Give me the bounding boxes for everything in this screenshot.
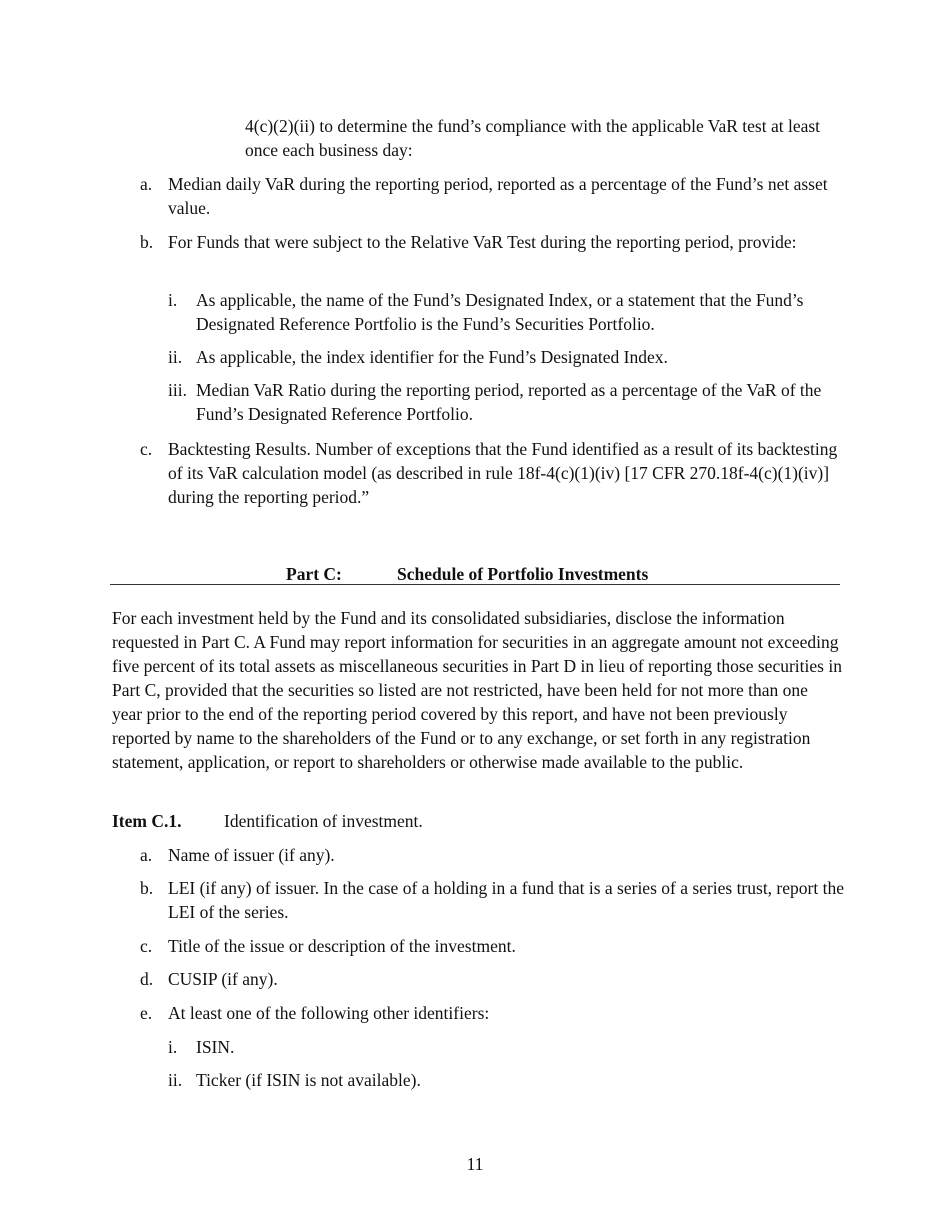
list-item	[140, 437, 845, 509]
sub-list-item	[168, 288, 845, 336]
sub-list-marker: i.	[168, 1037, 178, 1057]
list-marker: b.	[140, 232, 154, 252]
list-marker: a.	[140, 845, 153, 865]
list-marker: c.	[140, 936, 153, 956]
list-text: For Funds that were subject to the Relative VaR Test during the reporting period, provide:	[168, 232, 797, 252]
list-text: Median daily VaR during the reporting period, reported as a percentage of the Fund’s net asset value.	[168, 174, 828, 218]
list-item	[140, 967, 845, 991]
list-text: Name of issuer (if any).	[168, 845, 335, 865]
sub-list-item	[168, 345, 845, 369]
sub-list-marker: ii.	[168, 1070, 183, 1090]
page-number: 11	[466, 1154, 484, 1174]
item-c1-title: Identification of investment.	[224, 811, 423, 831]
list-marker: e.	[140, 1003, 153, 1023]
part-c-label: Part C:	[286, 564, 342, 584]
list-text: CUSIP (if any).	[168, 969, 278, 989]
sub-list-marker: iii.	[168, 380, 187, 400]
list-item	[140, 876, 845, 924]
list-item	[140, 1001, 845, 1025]
part-c-heading	[110, 562, 840, 585]
list-marker: d.	[140, 969, 154, 989]
list-item	[140, 934, 845, 958]
sub-list-item	[168, 1035, 845, 1059]
item-c1-label: Item C.1.	[112, 811, 182, 831]
list-text: LEI (if any) of issuer. In the case of a holding in a fund that is a series of a series trust, report the LEI of the series.	[168, 878, 844, 922]
list-text: Backtesting Results. Number of exceptions that the Fund identified as a result of its backtesting of its VaR calculation model (as described in rule 18f-4(c)(1)(iv) [17 CFR 270.18f-4(c)(1)(iv)] during the reporting period.”	[168, 439, 838, 507]
list-text: Title of the issue or description of the investment.	[168, 936, 516, 956]
list-item	[140, 230, 845, 254]
continuation-text: 4(c)(2)(ii) to determine the fund’s compliance with the applicable VaR test at least once each business day:	[245, 116, 821, 160]
sub-list-item	[168, 1068, 845, 1092]
sub-list-text: Median VaR Ratio during the reporting period, reported as a percentage of the VaR of the Fund’s Designated Reference Portfolio.	[196, 380, 822, 424]
sub-list-marker: i.	[168, 290, 178, 310]
list-marker: a.	[140, 174, 153, 194]
list-item	[140, 843, 845, 867]
sub-list-text: ISIN.	[196, 1037, 235, 1057]
sub-list-text: As applicable, the index identifier for the Fund’s Designated Index.	[196, 347, 668, 367]
sub-list-text: As applicable, the name of the Fund’s Designated Index, or a statement that the Fund’s Designated Reference Portfolio is the Fund’s Securities Portfolio.	[196, 290, 804, 334]
list-item	[140, 172, 845, 220]
list-marker: b.	[140, 878, 154, 898]
list-marker: c.	[140, 439, 153, 459]
list-text: At least one of the following other identifiers:	[168, 1003, 490, 1023]
sub-list-item	[168, 378, 845, 426]
part-c-title: Schedule of Portfolio Investments	[397, 564, 649, 584]
part-c-paragraph: For each investment held by the Fund and its consolidated subsidiaries, disclose the information requested in Part C. A Fund may report information for securities in an aggregate amount not exceeding five percent of its total assets as miscellaneous securities in Part D in lieu of reporting those securities in Part C, provided that the securities so listed are not restricted, have been held for not more than one year prior to the end of the reporting period covered by this report, and have not been previously reported by name to the shareholders of the Fund or to any exchange, or set forth in any registration statement, application, or report to shareholders or otherwise made available to the public.	[112, 608, 842, 772]
sub-list-marker: ii.	[168, 347, 183, 367]
sub-list-text: Ticker (if ISIN is not available).	[196, 1070, 421, 1090]
